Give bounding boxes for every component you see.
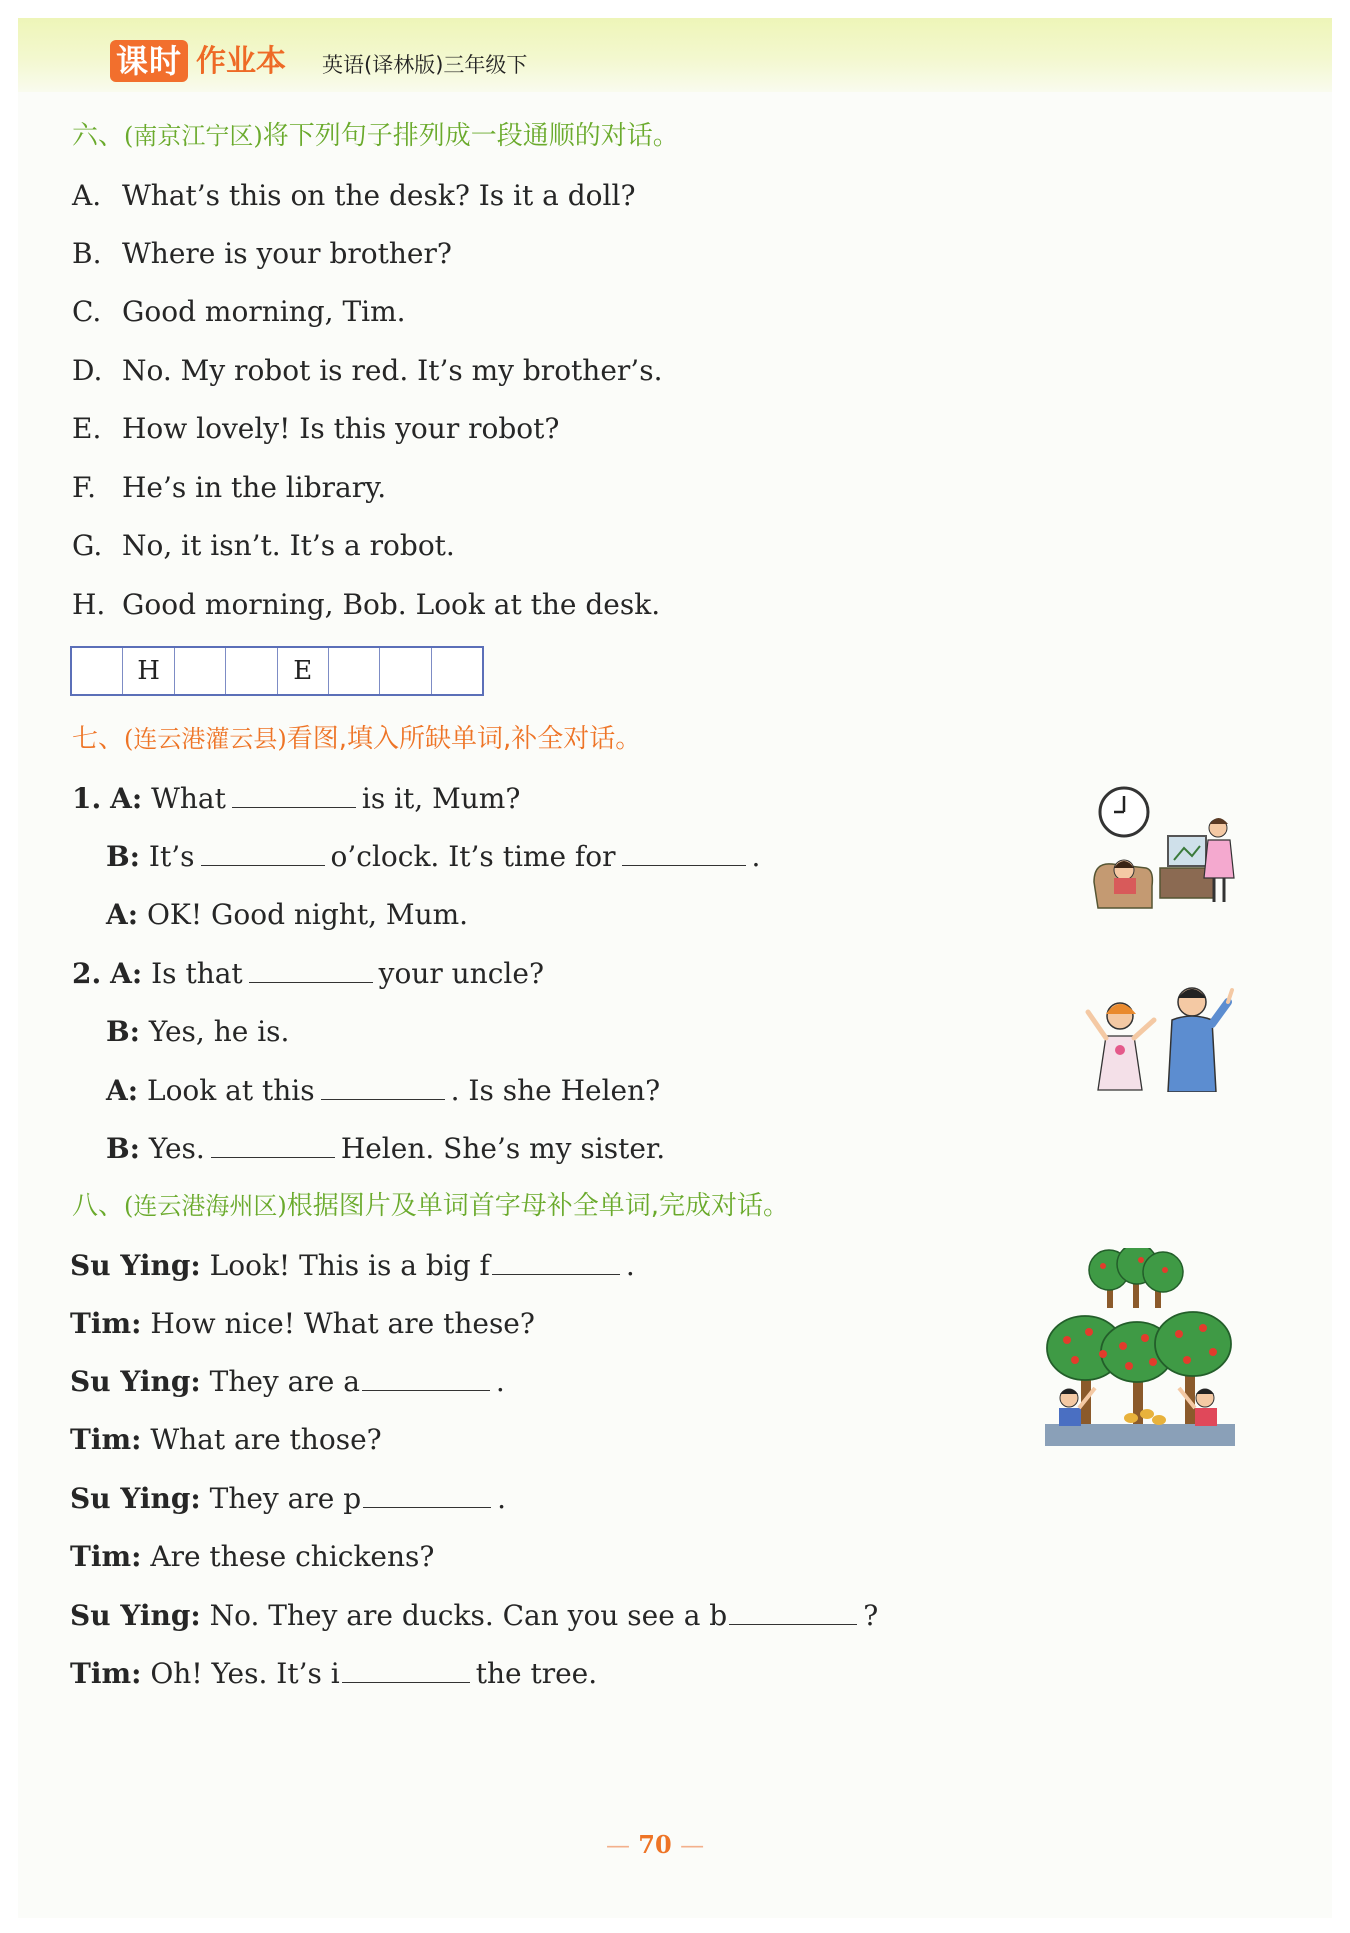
answer-cell[interactable]	[72, 648, 123, 694]
dialogue-text: How nice! What are these?	[150, 1307, 535, 1340]
speaker-label: Tim:	[70, 1307, 142, 1340]
dialogue-text: Is that	[151, 957, 243, 990]
dialogue-line	[70, 1248, 635, 1284]
answer-blank[interactable]	[342, 1656, 470, 1683]
list-item	[72, 294, 406, 330]
item-text: No. My robot is red. It’s my brother’s.	[122, 354, 663, 387]
list-item	[72, 528, 455, 564]
dialogue-text: the tree.	[475, 1657, 598, 1690]
speaker-label: Su Ying:	[70, 1365, 201, 1398]
answer-cell[interactable]	[329, 648, 380, 694]
list-item	[72, 587, 660, 623]
dialogue-text: Look at this	[146, 1074, 315, 1107]
item-label: E.	[72, 412, 102, 445]
dialogue-text: OK! Good night, Mum.	[146, 898, 469, 931]
dialogue-text: They are p	[209, 1482, 362, 1515]
item-label: G.	[72, 529, 103, 562]
speaker-label: Tim:	[70, 1423, 142, 1456]
item-label: H.	[72, 588, 106, 621]
answer-cell[interactable]	[380, 648, 431, 694]
section8-title	[72, 1188, 789, 1224]
section6-instruction: 将下列句子排列成一段通顺的对话。	[262, 121, 679, 151]
answer-blank[interactable]	[362, 1364, 490, 1391]
item-label: D.	[72, 354, 103, 387]
answer-cell[interactable]: E	[278, 648, 329, 694]
speaker-label: Tim:	[70, 1540, 142, 1573]
speaker-label: B:	[106, 1015, 141, 1048]
man-and-girl-picture	[1080, 980, 1240, 1092]
item-text: How lovely! Is this your robot?	[122, 412, 560, 445]
answer-blank[interactable]	[622, 839, 746, 866]
dialogue-text: .	[497, 1482, 507, 1515]
answer-cell[interactable]	[175, 648, 226, 694]
section6-number: 六、	[72, 121, 125, 151]
item-label: F.	[72, 471, 96, 504]
answer-blank[interactable]	[249, 956, 373, 983]
list-item	[72, 178, 635, 214]
dialogue-line	[106, 1073, 660, 1109]
section8-source: (连云港海州区)	[124, 1192, 287, 1220]
dialogue-text: .	[751, 840, 761, 873]
dialogue-text: It’s	[148, 840, 195, 873]
dialogue-line	[72, 781, 520, 817]
answer-cell[interactable]	[226, 648, 277, 694]
dialogue-text: What	[151, 782, 226, 815]
speaker-label: Su Ying:	[70, 1249, 201, 1282]
section6-source: (南京江宁区)	[124, 122, 263, 150]
speaker-label: A:	[110, 957, 143, 990]
dialogue-text: is it, Mum?	[361, 782, 521, 815]
speaker-label: Tim:	[70, 1657, 142, 1690]
answer-cell[interactable]	[432, 648, 482, 694]
answer-blank[interactable]	[363, 1481, 491, 1508]
item-label: A.	[72, 179, 102, 212]
apple-trees-picture	[1045, 1248, 1235, 1448]
section8-number: 八、	[72, 1191, 125, 1221]
dialogue-text: o’clock. It’s time for	[330, 840, 616, 873]
dialogue-text: .	[625, 1249, 635, 1282]
answer-blank[interactable]	[729, 1598, 857, 1625]
item-label: B.	[72, 237, 102, 270]
answer-blank[interactable]	[492, 1248, 620, 1275]
speaker-label: B:	[106, 1132, 141, 1165]
dialogue-line	[106, 839, 760, 875]
section7-title	[72, 721, 641, 757]
dialogue-line	[70, 1598, 878, 1634]
speaker-label: A:	[106, 1074, 139, 1107]
section7-source: (连云港灌云县)	[124, 725, 287, 753]
answer-blank[interactable]	[321, 1073, 445, 1100]
item-text: Where is your brother?	[122, 237, 452, 270]
question-number: 2.	[72, 957, 102, 990]
dialogue-text: ?	[863, 1599, 879, 1632]
dialogue-text: What are those?	[150, 1423, 382, 1456]
page-number	[0, 1830, 1310, 1859]
item-label: C.	[72, 295, 102, 328]
dialogue-line	[70, 1539, 434, 1575]
dialogue-line	[70, 1481, 506, 1517]
dialogue-text: Helen. She’s my sister.	[340, 1132, 666, 1165]
answer-blank[interactable]	[232, 781, 356, 808]
book-subtitle: 英语(译林版)三年级下	[322, 53, 528, 77]
section6-title	[72, 118, 679, 154]
item-text: Good morning, Bob. Look at the desk.	[122, 588, 661, 621]
dialogue-line	[70, 1306, 535, 1342]
dialogue-text: your uncle?	[378, 957, 544, 990]
clock-and-tv-picture	[1090, 778, 1240, 910]
dialogue-text: Oh! Yes. It’s i	[150, 1657, 340, 1690]
section7-number: 七、	[72, 724, 125, 754]
dialogue-line	[106, 1014, 289, 1050]
dialogue-text: Yes.	[148, 1132, 205, 1165]
answer-blank[interactable]	[201, 839, 325, 866]
list-item	[72, 411, 559, 447]
page-number-dash: —	[605, 1831, 630, 1859]
speaker-label: Su Ying:	[70, 1599, 201, 1632]
section8-instruction: 根据图片及单词首字母补全单词,完成对话。	[286, 1191, 790, 1221]
answer-cell[interactable]: H	[123, 648, 174, 694]
speaker-label: B:	[106, 840, 141, 873]
item-text: Good morning, Tim.	[122, 295, 406, 328]
dialogue-line	[72, 956, 544, 992]
dialogue-text: Look! This is a big f	[209, 1249, 490, 1282]
list-item	[72, 470, 386, 506]
speaker-label: Su Ying:	[70, 1482, 201, 1515]
logo-text: 作业本	[196, 44, 286, 79]
logo-badge: 课时	[110, 40, 188, 82]
dialogue-line	[70, 1422, 382, 1458]
dialogue-text: No. They are ducks. Can you see a b	[209, 1599, 728, 1632]
dialogue-line	[106, 897, 468, 933]
dialogue-text: They are a	[209, 1365, 360, 1398]
answer-blank[interactable]	[211, 1131, 335, 1158]
dialogue-line	[70, 1364, 505, 1400]
dialogue-line	[70, 1656, 597, 1692]
dialogue-text: Yes, he is.	[148, 1015, 290, 1048]
item-text: He’s in the library.	[122, 471, 387, 504]
answer-order-box	[70, 646, 484, 696]
section7-instruction: 看图,填入所缺单词,补全对话。	[286, 724, 642, 754]
page-number-value: 70	[638, 1830, 672, 1859]
dialogue-text: .	[495, 1365, 505, 1398]
item-text: No, it isn’t. It’s a robot.	[122, 529, 455, 562]
list-item	[72, 236, 452, 272]
dialogue-text: Are these chickens?	[150, 1540, 435, 1573]
list-item	[72, 353, 662, 389]
page-number-dash: —	[680, 1831, 705, 1859]
dialogue-line	[106, 1131, 665, 1167]
item-text: What’s this on the desk? Is it a doll?	[122, 179, 636, 212]
speaker-label: A:	[106, 898, 139, 931]
question-number: 1.	[72, 782, 102, 815]
speaker-label: A:	[110, 782, 143, 815]
dialogue-text: . Is she Helen?	[450, 1074, 661, 1107]
